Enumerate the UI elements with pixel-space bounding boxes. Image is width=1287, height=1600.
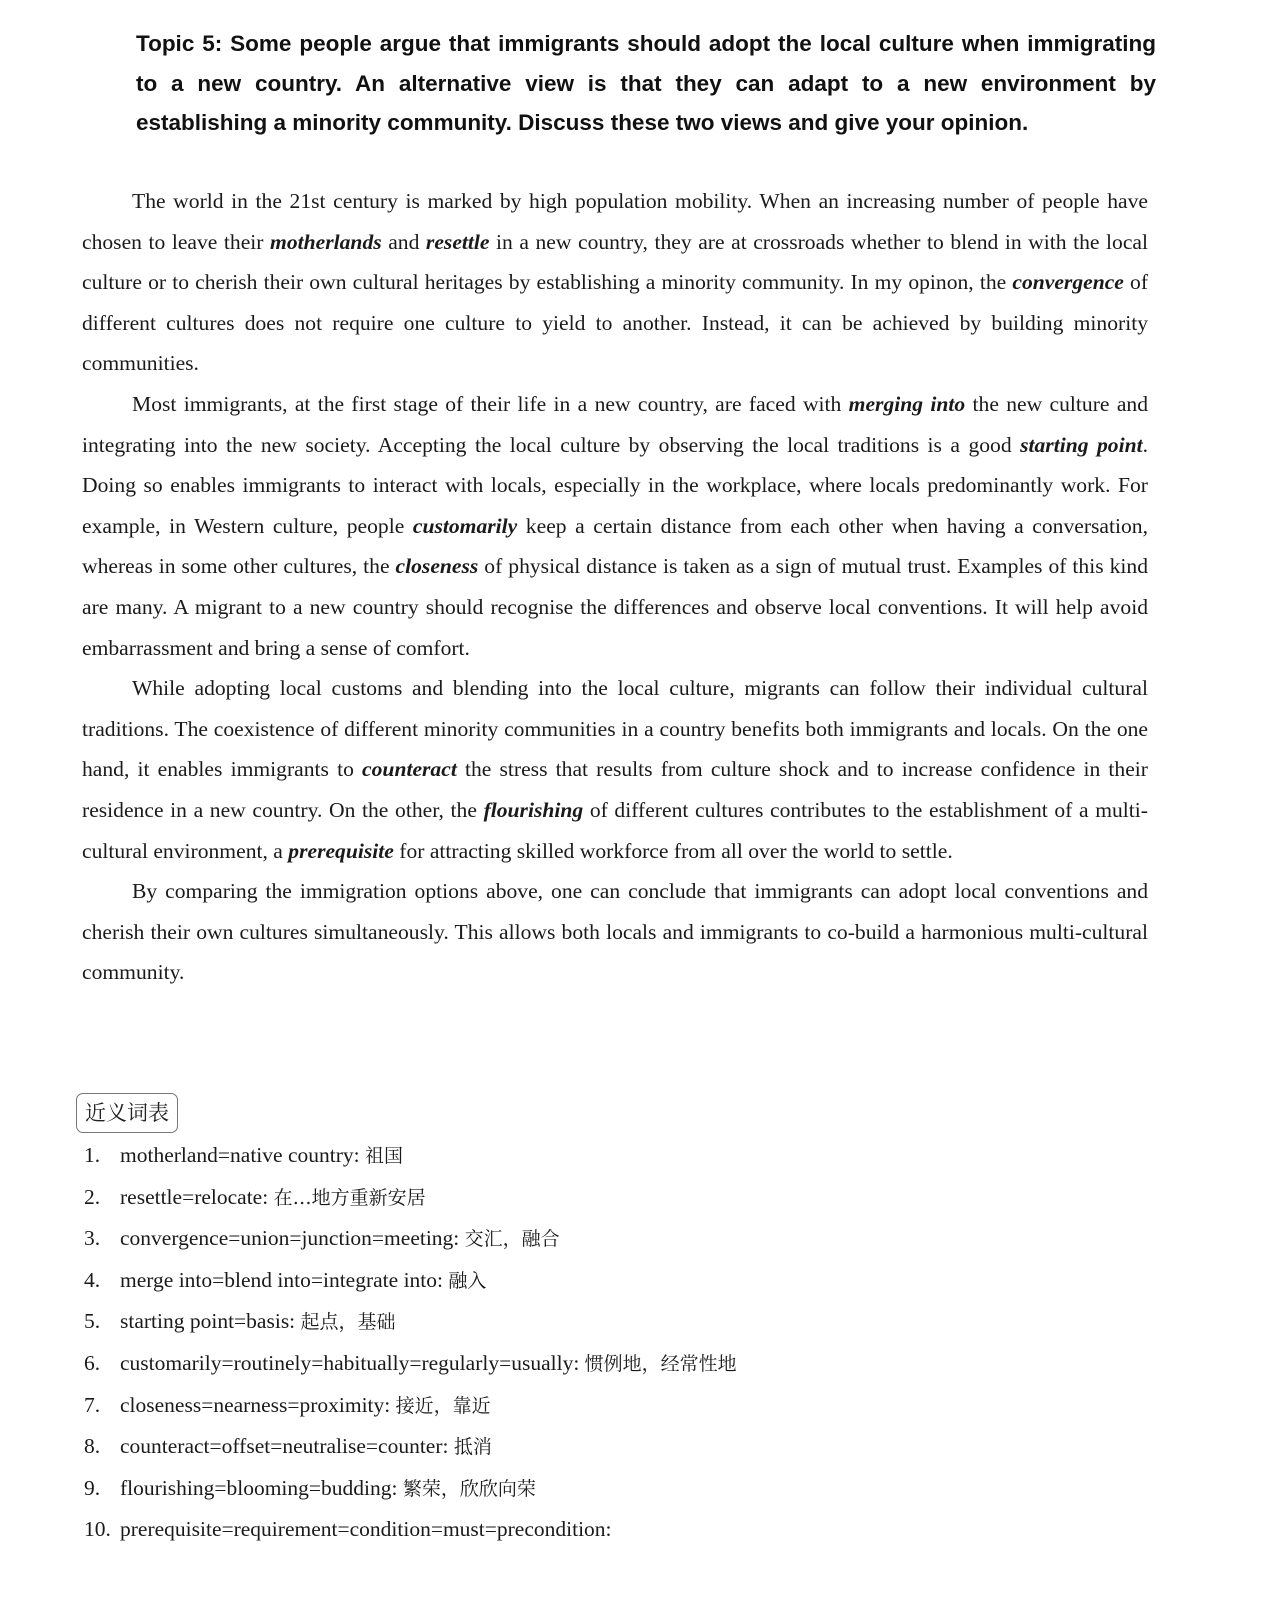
glossary-translation: 交汇，融合 xyxy=(464,1228,560,1251)
glossary-number: 9. xyxy=(84,1475,101,1500)
essay-body xyxy=(82,181,1148,993)
glossary-item xyxy=(84,1343,737,1385)
text-run: While adopting local customs and blending into the local culture, migrants can follow their individual cultural traditions. The coexistence of different minority communities in a country benefits both immigrants and locals. On the one hand, it enables immigrants to xyxy=(82,676,1148,782)
glossary-translation: 起点，基础 xyxy=(300,1311,396,1334)
text-run: of different cultures contributes to the establishment of a multi-cultural environment, a xyxy=(82,797,1148,863)
text-run: in a new country, they are at crossroads whether to blend in with the local culture or to cherish their own cultural heritages by establishing a minority community. In my opinon, the xyxy=(82,229,1148,295)
glossary-synonyms: merge into=blend into=integrate into: xyxy=(120,1267,449,1292)
essay-paragraph xyxy=(82,668,1148,871)
vocab-term: motherlands xyxy=(270,229,382,254)
text-run: keep a certain distance from each other when having a conversation, whereas in some other cultures, the xyxy=(82,513,1149,579)
vocab-term: resettle xyxy=(425,229,490,254)
glossary-translation: 融入 xyxy=(448,1269,487,1292)
glossary-number: 7. xyxy=(84,1392,101,1417)
essay-paragraph xyxy=(82,871,1148,993)
glossary-synonyms: motherland=native country: xyxy=(120,1143,365,1167)
glossary-item xyxy=(84,1135,737,1177)
glossary-translation: 惯例地，经常性地 xyxy=(584,1352,737,1375)
text-run: the stress that results from culture shock and to increase confidence in their residence in a new country. On the other, the xyxy=(82,757,1148,822)
glossary-synonyms: customarily=routinely=habitually=regularly=usually: xyxy=(120,1350,585,1375)
glossary-synonyms: prerequisite=requirement=condition=must=precondition: xyxy=(120,1517,612,1542)
essay-paragraph xyxy=(82,181,1148,384)
text-run: of different cultures does not require one culture to yield to another. Instead, it can be achieved by building minority communities. xyxy=(82,270,1149,376)
glossary-item xyxy=(84,1385,737,1427)
essay-topic: Topic 5: Some people argue that immigrants should adopt the local culture when immigrating to a new country. An alternative view is that they can adapt to a new environment by establishing a minority community. Discuss these two views and give your opinion. xyxy=(136,31,1156,136)
glossary-number: 2. xyxy=(84,1184,101,1209)
glossary-synonyms: flourishing=blooming=budding: xyxy=(120,1475,403,1500)
vocab-term: counteract xyxy=(362,757,457,782)
text-run: the new culture and integrating into the new society. Accepting the local culture by observing the local traditions is a good xyxy=(82,391,1149,457)
glossary-synonyms: convergence=union=junction=meeting: xyxy=(120,1226,465,1251)
text-run: . Doing so enables immigrants to interact with locals, especially in the workplace, where locals predominantly work. For example, in Western culture, people xyxy=(82,432,1148,538)
glossary-number: 3. xyxy=(84,1226,101,1251)
glossary-translation: 祖国 xyxy=(364,1145,403,1167)
glossary-synonyms: counteract=offset=neutralise=counter: xyxy=(120,1434,454,1459)
vocab-term: closeness xyxy=(395,554,479,579)
glossary-translation: 在…地方重新安居 xyxy=(273,1186,426,1209)
vocab-term: merging into xyxy=(848,391,966,416)
vocab-term: customarily xyxy=(412,513,518,538)
essay-paragraph xyxy=(82,384,1148,668)
glossary-list xyxy=(84,1135,737,1551)
text-run: and xyxy=(381,229,426,254)
glossary-item xyxy=(84,1301,737,1343)
glossary-translation: 抵消 xyxy=(453,1436,492,1459)
glossary-item xyxy=(84,1509,737,1551)
glossary-number: 5. xyxy=(84,1309,101,1334)
glossary-item xyxy=(84,1218,737,1260)
text-run: for attracting skilled workforce from all over the world to settle. xyxy=(393,838,953,863)
glossary-item xyxy=(84,1468,737,1510)
vocab-term: prerequisite xyxy=(288,838,394,863)
glossary-item xyxy=(84,1426,737,1468)
glossary-number: 1. xyxy=(84,1143,101,1167)
vocab-term: flourishing xyxy=(483,797,584,822)
glossary-number: 4. xyxy=(84,1267,101,1292)
glossary-number: 8. xyxy=(84,1434,101,1459)
text-run: The world in the 21st century is marked by high population mobility. When an increasing number of people have chosen to leave their xyxy=(82,189,1148,254)
glossary-translation: 接近，靠近 xyxy=(395,1394,491,1417)
vocab-term: starting point xyxy=(1020,432,1143,457)
glossary-number: 6. xyxy=(84,1350,101,1375)
glossary-synonyms: resettle=relocate: xyxy=(120,1184,274,1209)
glossary-heading: 近义词表 xyxy=(76,1093,178,1133)
glossary-synonyms: closeness=nearness=proximity: xyxy=(120,1392,396,1417)
text-run: of physical distance is taken as a sign of mutual trust. Examples of this kind are many. A migrant to a new country should recognise the differences and observe local conventions. It will help avoid embarrassment and bring a sense of comfort. xyxy=(82,554,1148,660)
glossary-number: 10. xyxy=(84,1517,111,1542)
glossary-translation: 繁荣，欣欣向荣 xyxy=(402,1477,536,1500)
glossary-synonyms: starting point=basis: xyxy=(120,1309,301,1334)
glossary-item xyxy=(84,1260,737,1302)
text-run: By comparing the immigration options above, one can conclude that immigrants can adopt local conventions and cherish their own cultures simultaneously. This allows both locals and immigrants to co-build a harmonious multi-cultural community. xyxy=(82,879,1148,985)
vocab-term: convergence xyxy=(1012,270,1124,295)
text-run: Most immigrants, at the first stage of their life in a new country, are faced with xyxy=(132,391,849,416)
glossary-item xyxy=(84,1177,737,1219)
